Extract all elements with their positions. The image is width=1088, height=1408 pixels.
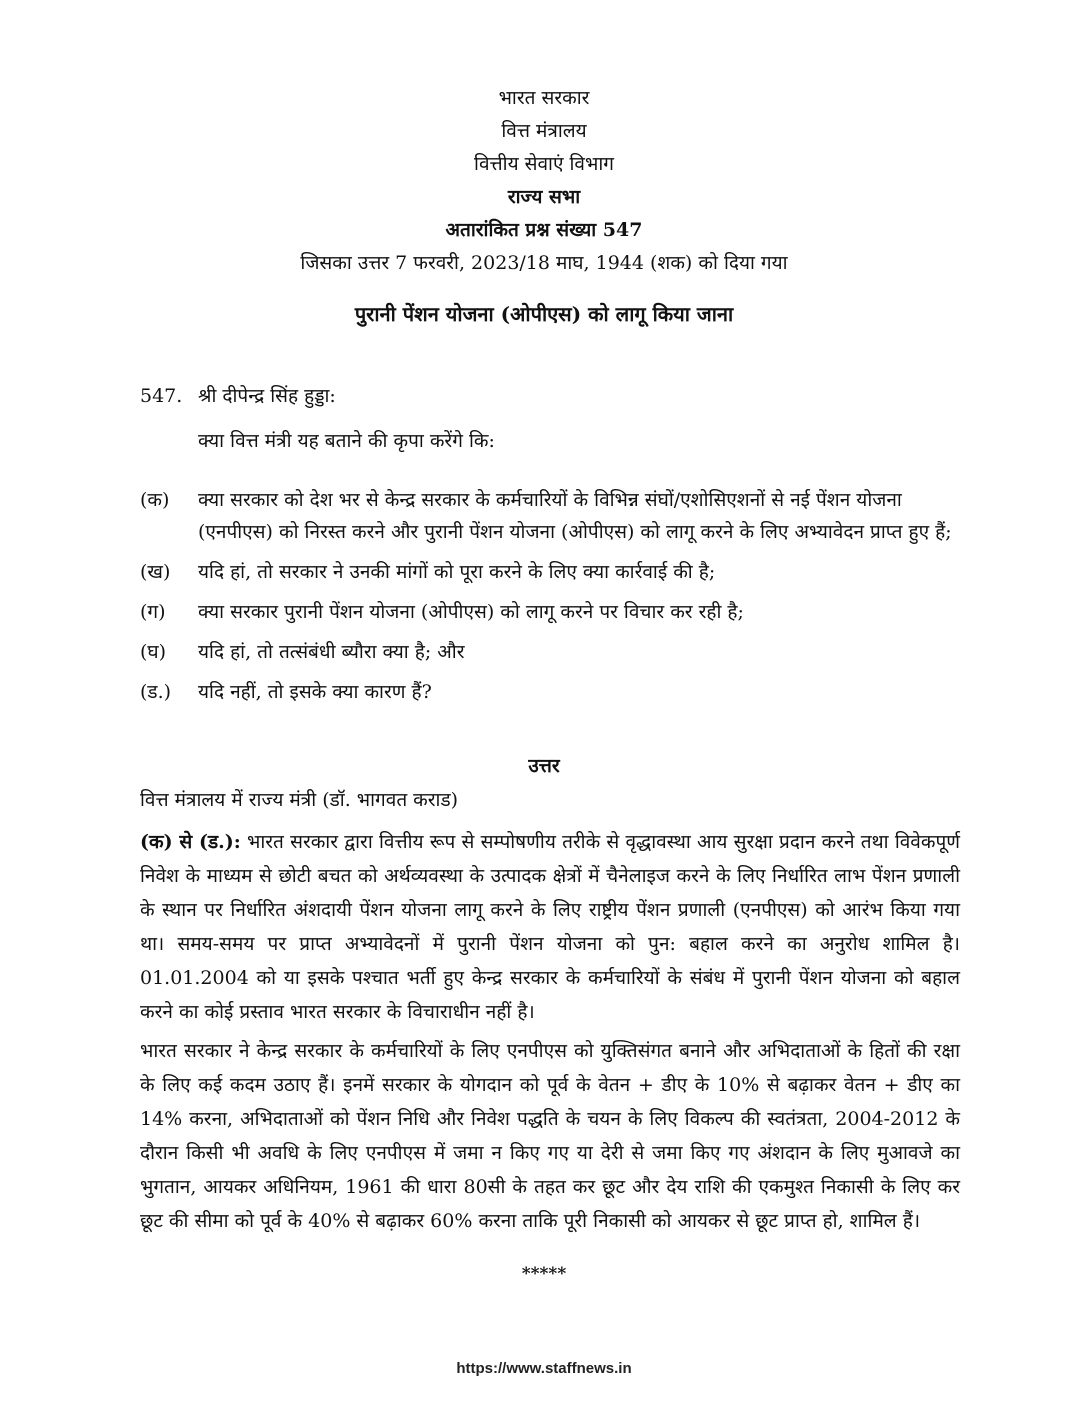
govt-name: भारत सरकार <box>498 87 590 109</box>
answer-date: जिसका उत्तर 7 फरवरी, 2023/18 माघ, 1944 (शक) को दिया गया <box>300 252 788 274</box>
ministry-name: वित्त मंत्रालय <box>501 120 587 142</box>
end-mark: ***** <box>521 1264 567 1284</box>
question-items <box>140 484 960 716</box>
item-mark: (घ) <box>140 641 167 663</box>
item-text: यदि हां, तो सरकार ने उनकी मांगों को पूरा करने के लिए क्या कार्रवाई की है; <box>198 561 716 583</box>
item-mark: (ड.) <box>140 681 172 703</box>
question-item <box>140 636 960 668</box>
footer-url: https://www.staffnews.in <box>456 1360 632 1377</box>
answer-paragraph-2: भारत सरकार ने केन्द्र सरकार के कर्मचारियों के लिए एनपीएस को युक्तिसंगत बनाने और अभिदाताओं के हितों की रक्षा के लिए कई कदम उठाए हैं। इनमें सरकार के योगदान को पूर्व के वेतन + डीए के 10% से बढ़ाकर वेतन + डीए का 14% करना, अभिदाताओं को पेंशन निधि और निवेश पद्धति के चयन के लिए विकल्प की स्वतंत्रता, 2004-2012 के दौरान किसी भी अवधि के लिए एनपीएस में जमा न किए गए या देरी से जमा किए गए अंशदान के लिए मुआवजे का भुगतान, आयकर अधिनियम, 1961 की धारा 80सी के तहत कर छूट और देय राशि की एकमुश्त निकासी के लिए कर छूट की सीमा को पूर्व के 40% से बढ़ाकर 60% करना ताकि पूरी निकासी को आयकर से छूट प्राप्त हो, शामिल हैं। <box>140 1040 960 1232</box>
question-item <box>140 596 960 628</box>
department-name: वित्तीय सेवाएं विभाग <box>474 153 614 175</box>
answer-paragraph-1-text: भारत सरकार द्वारा वित्तीय रूप से सम्पोषणीय तरीके से वृद्धावस्था आय सुरक्षा प्रदान करने तथा विवेकपूर्ण निवेश के माध्यम से छोटी बचत को अर्थव्यवस्था के उत्पादक क्षेत्रों में चैनेलाइज करने के लिए निर्धारित लाभ पेंशन प्रणाली के स्थान पर निर्धारित अंशदायी पेंशन योजना लागू करने के लिए राष्ट्रीय पेंशन प्रणाली (एनपीएस) को आरंभ किया गया था। समय-समय पर प्राप्त अभ्यावेदनों में पुरानी पेंशन योजना को पुन: बहाल करने का अनुरोध शामिल है। 01.01.2004 को या इसके पश्चात भर्ती हुए केन्द्र सरकार के कर्मचारियों के संबंध में पुरानी पेंशन योजना को बहाल करने का कोई प्रस्ताव भारत सरकार के विचाराधीन नहीं है। <box>140 831 960 1023</box>
item-mark: (क) <box>140 489 170 511</box>
answer-title: उत्तर <box>528 755 560 777</box>
item-mark: (ग) <box>140 601 166 623</box>
question-item <box>140 556 960 588</box>
question-number-title: अतारांकित प्रश्न संख्या 547 <box>445 219 643 241</box>
answer-lead: (क) से (ड.): <box>140 831 241 853</box>
item-mark: (ख) <box>140 561 171 583</box>
document-header <box>0 82 1088 280</box>
question-item <box>140 484 960 548</box>
question-prompt: क्या वित्त मंत्री यह बताने की कृपा करेंगे कि: <box>198 430 495 452</box>
question-item <box>140 676 960 708</box>
question-number: 547. <box>140 385 183 407</box>
item-text: यदि हां, तो तत्संबंधी ब्यौरा क्या है; और <box>198 641 465 663</box>
answer-paragraph-1 <box>140 825 960 1029</box>
question-member-row <box>140 382 336 408</box>
member-name: श्री दीपेन्द्र सिंह हुड्डा: <box>198 385 336 407</box>
minister-name: वित्त मंत्रालय में राज्य मंत्री (डॉ. भागवत कराड) <box>140 789 459 811</box>
item-text: क्या सरकार को देश भर से केन्द्र सरकार के कर्मचारियों के विभिन्न संघों/एशोसिएशनों से नई पेंशन योजना (एनपीएस) को निरस्त करने और पुरानी पेंशन योजना (ओपीएस) को लागू करने के लिए अभ्यावेदन प्राप्त हुए हैं; <box>198 489 952 543</box>
item-text: क्या सरकार पुरानी पेंशन योजना (ओपीएस) को लागू करने पर विचार कर रही है; <box>198 601 744 623</box>
subject-title: पुरानी पेंशन योजना (ओपीएस) को लागू किया जाना <box>354 302 734 326</box>
house-name: राज्य सभा <box>507 186 581 208</box>
item-text: यदि नहीं, तो इसके क्या कारण हैं? <box>198 681 432 703</box>
